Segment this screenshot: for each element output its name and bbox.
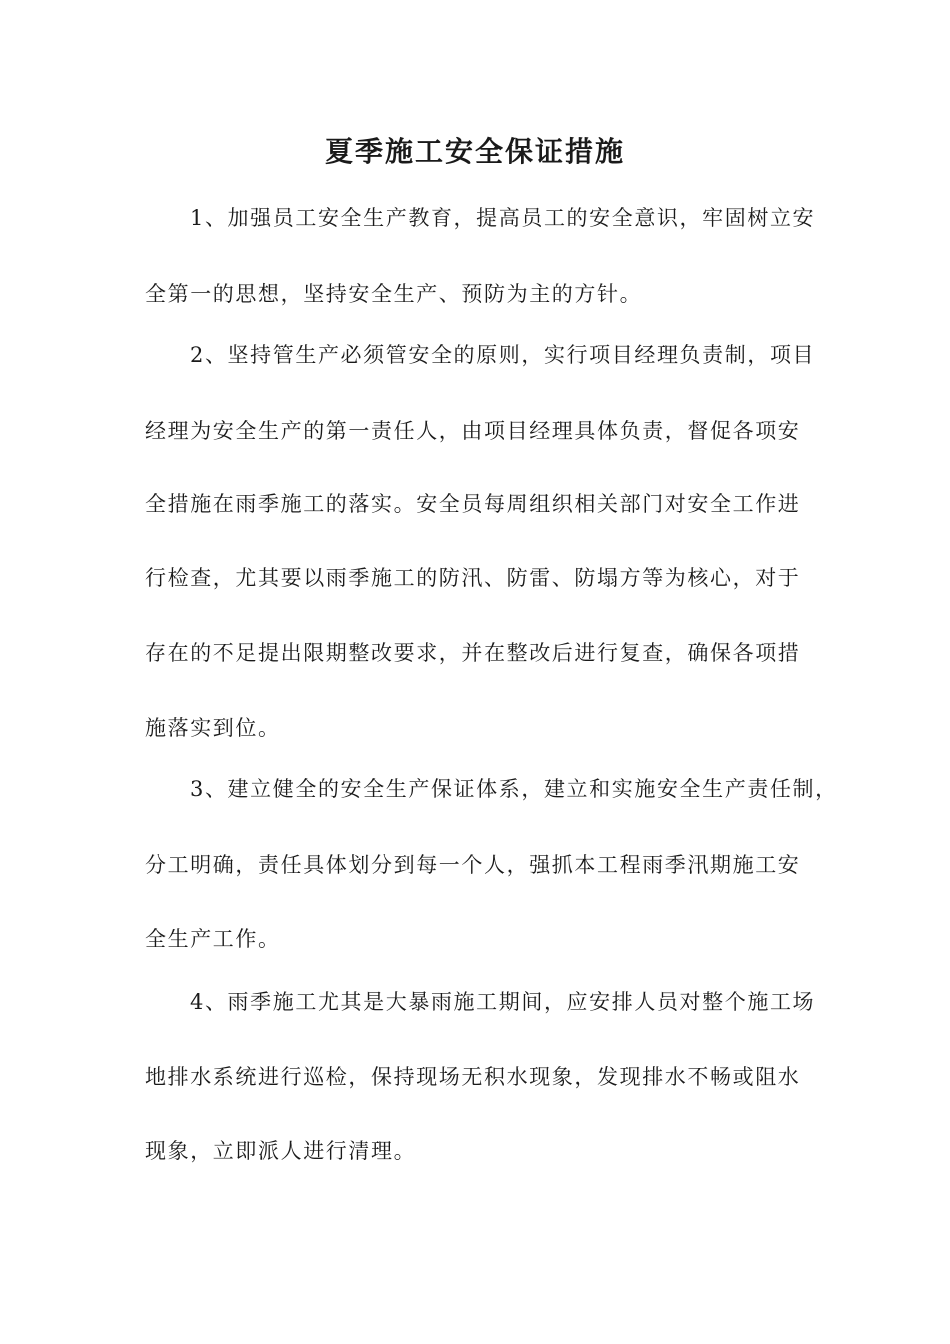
paragraph-2-line-1: 2、坚持管生产必须管安全的原则，实行项目经理负责制，项目 (190, 343, 816, 367)
paragraph-2-line-2: 经理为安全生产的第一责任人，由项目经理具体负责，督促各项安 (145, 419, 801, 443)
paragraph-2-line-4: 行检查，尤其要以雨季施工的防汛、防雷、防塌方等为核心，对于 (145, 566, 801, 590)
paragraph-1-line-2: 全第一的思想，坚持安全生产、预防为主的方针。 (145, 282, 643, 306)
paragraph-3-line-3: 全生产工作。 (145, 927, 281, 951)
paragraph-4-line-3: 现象，立即派人进行清理。 (145, 1139, 417, 1163)
paragraph-3-line-1: 3、建立健全的安全生产保证体系，建立和实施安全生产责任制， (190, 777, 838, 801)
paragraph-2-line-3: 全措施在雨季施工的落实。安全员每周组织相关部门对安全工作进 (145, 492, 801, 516)
paragraph-1-line-1: 1、加强员工安全生产教育，提高员工的安全意识，牢固树立安 (190, 206, 816, 230)
document-title: 夏季施工安全保证措施 (324, 135, 625, 168)
paragraph-2-line-5: 存在的不足提出限期整改要求，并在整改后进行复查，确保各项措 (145, 641, 801, 665)
paragraph-2-line-6: 施落实到位。 (145, 716, 281, 740)
paragraph-4-line-1: 4、雨季施工尤其是大暴雨施工期间，应安排人员对整个施工场 (190, 990, 816, 1014)
paragraph-4-line-2: 地排水系统进行巡检，保持现场无积水现象，发现排水不畅或阻水 (145, 1065, 801, 1089)
paragraph-3-line-2: 分工明确，责任具体划分到每一个人，强抓本工程雨季汛期施工安 (145, 853, 801, 877)
